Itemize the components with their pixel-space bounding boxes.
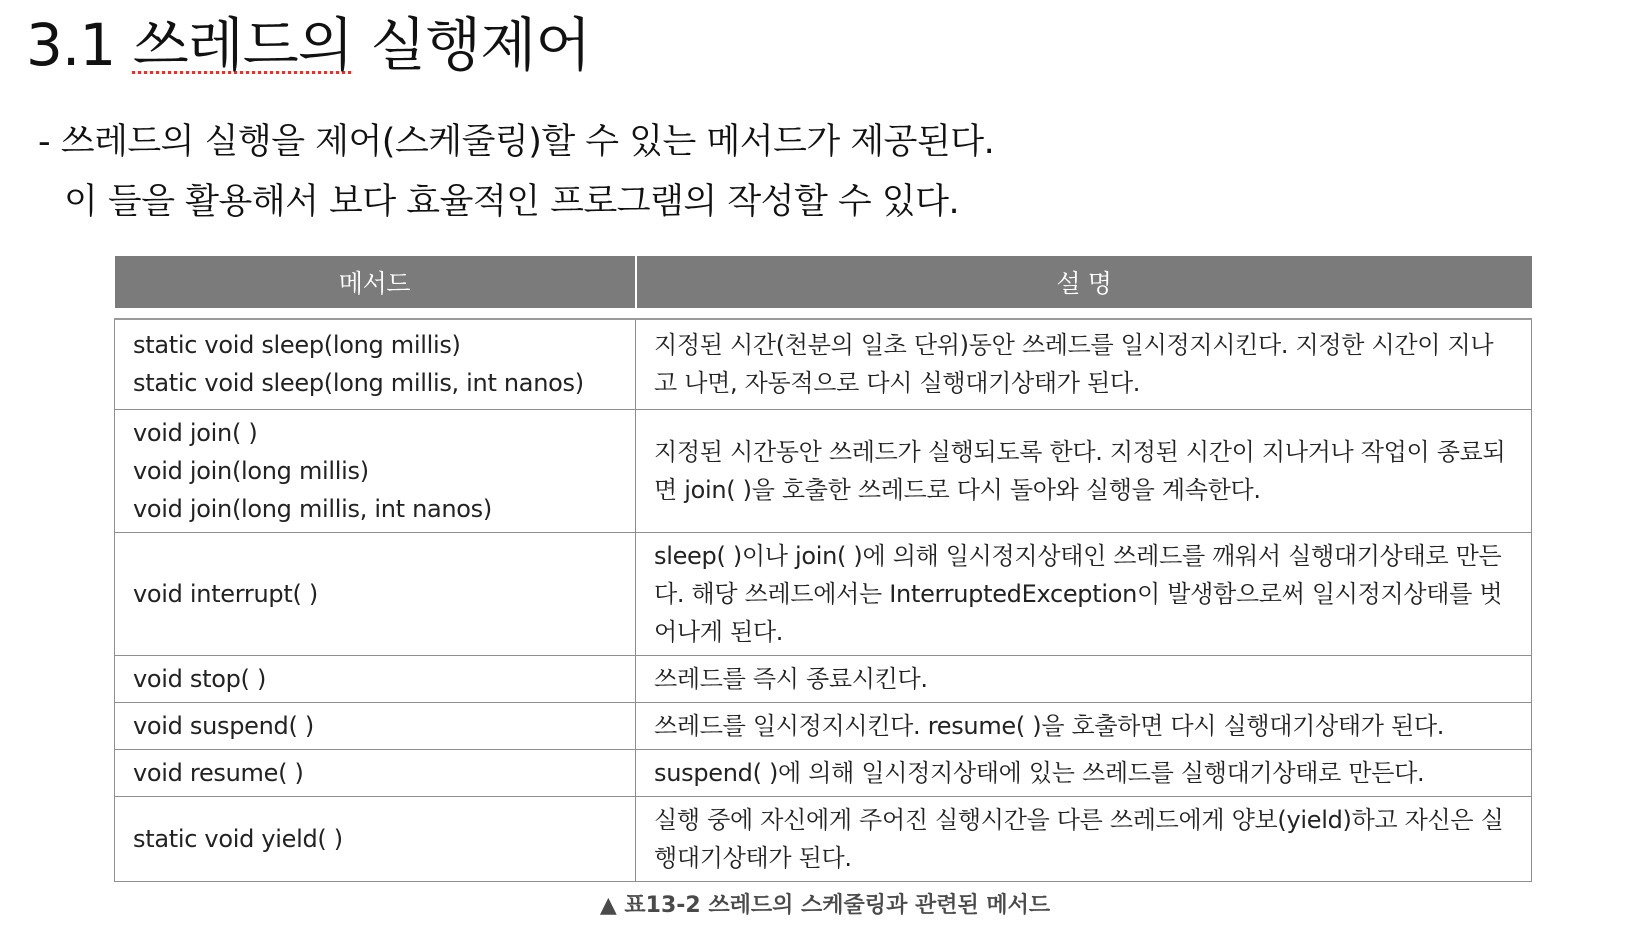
- table-body: [115, 319, 1532, 881]
- title-rest: 실행제어: [352, 11, 591, 79]
- method-signature: void interrupt( ): [133, 579, 318, 608]
- description-cell: 실행 중에 자신에게 주어진 실행시간을 다른 쓰레드에게 양보(yield)하고 자신은 실행대기상태가 된다.: [636, 796, 1532, 881]
- table-row: [115, 655, 1532, 702]
- method-signature: void stop( ): [133, 664, 267, 693]
- method-cell: [115, 796, 636, 881]
- intro-line-2: 이 들을 활용해서 보다 효율적인 프로그램의 작성할 수 있다.: [64, 182, 960, 222]
- method-cell: [115, 655, 636, 702]
- method-cell: [115, 319, 636, 409]
- table-row: [115, 749, 1532, 796]
- description-cell: 쓰레드를 즉시 종료시킨다.: [636, 655, 1532, 702]
- description-cell: 지정된 시간(천분의 일초 단위)동안 쓰레드를 일시정지시킨다. 지정한 시간이 지나고 나면, 자동적으로 다시 실행대기상태가 된다.: [636, 319, 1532, 409]
- description-cell: sleep( )이나 join( )에 의해 일시정지상태인 쓰레드를 깨워서 실행대기상태로 만든다. 해당 쓰레드에서는 InterruptedException이 발생함으로써 일시정지상태를 벗어나게 된다.: [636, 532, 1532, 655]
- method-cell: [115, 702, 636, 749]
- table-row: [115, 409, 1532, 532]
- title-underlined-word: 쓰레드의: [132, 11, 353, 79]
- method-signature: void join(long millis): [133, 456, 369, 485]
- method-signature: void join( ): [133, 418, 258, 447]
- table-row: [115, 796, 1532, 881]
- method-cell: [115, 409, 636, 532]
- header-gap: [115, 308, 1532, 319]
- intro-line-1: - 쓰레드의 실행을 제어(스케줄링)할 수 있는 메서드가 제공된다.: [38, 122, 995, 162]
- title-prefix: 3.1: [26, 11, 133, 79]
- table-row: [115, 319, 1532, 409]
- thread-method-table: [114, 256, 1532, 882]
- intro-text: [38, 112, 994, 232]
- method-signature: void resume( ): [133, 758, 304, 787]
- method-signature: void join(long millis, int nanos): [133, 494, 492, 523]
- header-description: 설 명: [636, 256, 1532, 308]
- table-row: [115, 532, 1532, 655]
- method-cell: [115, 749, 636, 796]
- page-title: [26, 8, 590, 82]
- method-signature: static void sleep(long millis, int nanos): [133, 369, 584, 398]
- method-signature: static void yield( ): [133, 824, 343, 853]
- description-cell: 지정된 시간동안 쓰레드가 실행되도록 한다. 지정된 시간이 지나거나 작업이 종료되면 join( )을 호출한 쓰레드로 다시 돌아와 실행을 계속한다.: [636, 409, 1532, 532]
- method-signature: static void sleep(long millis): [133, 331, 461, 360]
- table-caption: ▲ 표13-2 쓰레드의 스케줄링과 관련된 메서드: [599, 893, 1051, 918]
- method-signature: void suspend( ): [133, 711, 314, 740]
- header-method: 메서드: [115, 256, 636, 308]
- description-cell: suspend( )에 의해 일시정지상태에 있는 쓰레드를 실행대기상태로 만든다.: [636, 749, 1532, 796]
- method-cell: [115, 532, 636, 655]
- description-cell: 쓰레드를 일시정지시킨다. resume( )을 호출하면 다시 실행대기상태가 된다.: [636, 702, 1532, 749]
- table-row: [115, 702, 1532, 749]
- table-header-row: [115, 256, 1532, 308]
